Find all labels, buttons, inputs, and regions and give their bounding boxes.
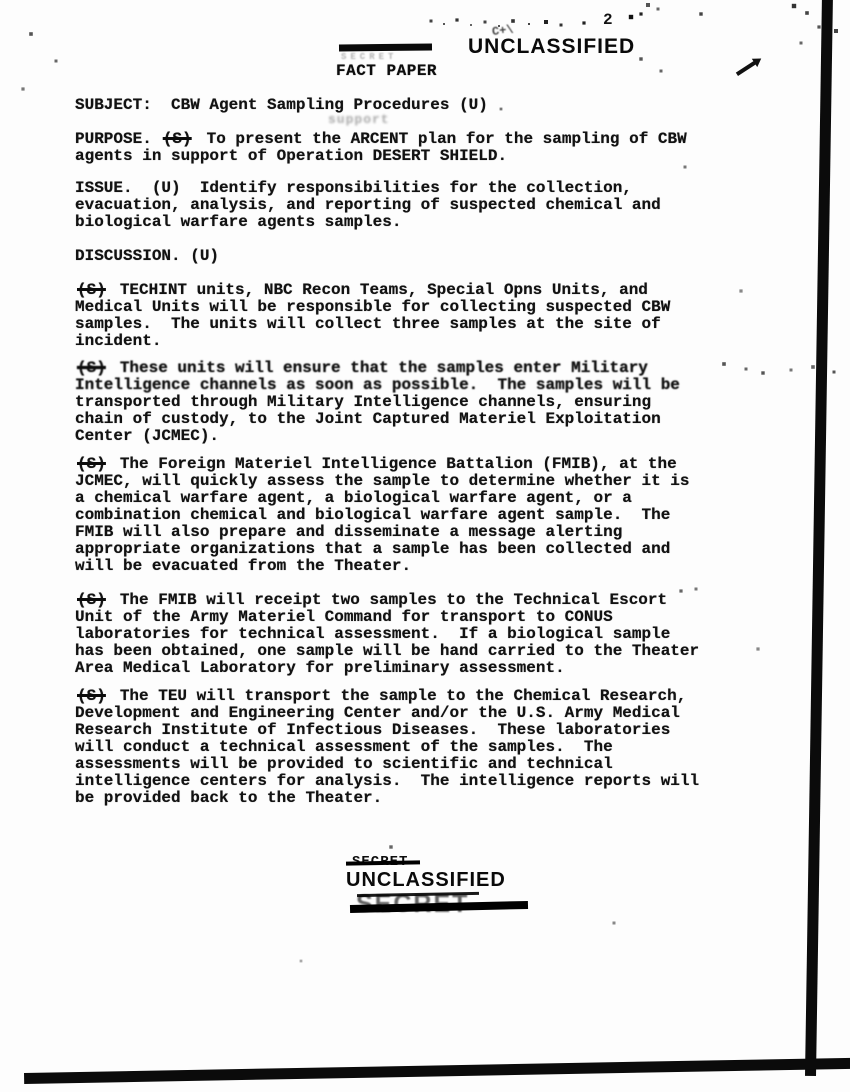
- struck-classification-marker: (S): [77, 359, 106, 377]
- issue-line: biological warfare agents samples.: [75, 213, 402, 231]
- para-line: a chemical warfare agent, a biological warfare agent, or a: [75, 489, 632, 507]
- pen-arrow-mark: [736, 61, 757, 76]
- para-line: [75, 688, 755, 705]
- scan-edge-bottom: [24, 1058, 850, 1084]
- para-line: will be evacuated from the Theater.: [75, 557, 412, 575]
- para-text: These units will ensure that the samples enter Military: [119, 359, 648, 377]
- para-line: incident.: [75, 332, 162, 350]
- struck-classification-marker: (S): [77, 591, 106, 609]
- para-line: Unit of the Army Materiel Command for transport to CONUS: [75, 608, 613, 626]
- para-line: Intelligence channels as soon as possible. The samples will be: [75, 376, 680, 394]
- stamp-ghost-mark: C+\: [491, 22, 515, 40]
- para-line: Area Medical Laboratory for preliminary assessment.: [75, 659, 565, 677]
- struck-classification-marker: (S): [162, 130, 192, 148]
- para-line: has been obtained, one sample will be hand carried to the Theater: [75, 642, 700, 660]
- issue-line: ISSUE. (U) Identify responsibilities for the collection,: [75, 179, 632, 197]
- para-text: The TEU will transport the sample to the Chemical Research,: [119, 687, 687, 705]
- para-line: samples. The units will collect three samples at the site of: [75, 315, 661, 333]
- para-line: assessments will be provided to scientific and technical: [75, 755, 613, 773]
- spacer: [75, 265, 755, 282]
- spacer: [75, 165, 755, 180]
- para-line: JCMEC, will quickly assess the sample to determine whether it is: [75, 472, 690, 490]
- subject-line: SUBJECT: CBW Agent Sampling Procedures (U): [75, 96, 488, 114]
- para-line: Development and Engineering Center and/or the U.S. Army Medical: [75, 704, 680, 722]
- para-line: be provided back to the Theater.: [75, 789, 383, 807]
- para-line: Research Institute of Infectious Diseases. These laboratories: [75, 721, 671, 739]
- struck-classification-marker: (S): [77, 455, 106, 473]
- strikethrough-bar: [346, 860, 420, 865]
- spacer: [75, 575, 755, 592]
- page-number: 2: [603, 11, 613, 29]
- struck-classification-marker: (S): [77, 687, 106, 705]
- unclassified-stamp-top: UNCLASSIFIED: [468, 35, 636, 58]
- purpose-line: agents in support of Operation DESERT SHIELD.: [75, 147, 508, 165]
- para-text: TECHINT units, NBC Recon Teams, Special Opns Units, and: [119, 281, 648, 299]
- discussion-heading: DISCUSSION. (U): [75, 247, 220, 265]
- para-line: [75, 360, 755, 377]
- para-text: The Foreign Materiel Intelligence Battalion (FMIB), at the: [119, 455, 677, 473]
- redacted-classification-ghost: SECRET: [341, 52, 398, 62]
- para-text: The FMIB will receipt two samples to the Technical Escort: [119, 591, 668, 609]
- spacer: [75, 231, 755, 248]
- purpose-line: [75, 131, 755, 148]
- para-line: appropriate organizations that a sample has been collected and: [75, 540, 671, 558]
- para-line: FMIB will also prepare and disseminate a message alerting: [75, 523, 623, 541]
- scan-noise-speckles: [0, 0, 2, 2]
- spacer: [75, 114, 755, 131]
- document-title: FACT PAPER: [336, 62, 438, 80]
- para-line: chain of custody, to the Joint Captured Materiel Exploitation: [75, 410, 661, 428]
- issue-line: evacuation, analysis, and reporting of suspected chemical and: [75, 196, 661, 214]
- para-line: combination chemical and biological warfare agent sample. The: [75, 506, 671, 524]
- redacted-classification-bar: [339, 44, 432, 52]
- para-line: laboratories for technical assessment. If a biological sample: [75, 625, 671, 643]
- purpose-text: To present the ARCENT plan for the sampling of CBW: [206, 130, 687, 148]
- document-body: [75, 97, 755, 807]
- para-line: [75, 592, 755, 609]
- para-line: Medical Units will be responsible for collecting suspected CBW: [75, 298, 671, 316]
- para-line: intelligence centers for analysis. The intelligence reports will: [75, 772, 700, 790]
- para-line: will conduct a technical assessment of the samples. The: [75, 738, 613, 756]
- scan-edge-right: [805, 0, 833, 1076]
- para-line: Center (JCMEC).: [75, 427, 220, 445]
- scan-ghost-text: support: [328, 112, 390, 127]
- para-line: [75, 282, 755, 299]
- para-line: [75, 456, 755, 473]
- purpose-label: PURPOSE.: [75, 130, 152, 148]
- unclassified-stamp-bottom: UNCLASSIFIED: [346, 869, 506, 891]
- struck-classification-marker: (S): [77, 281, 106, 299]
- para-line: transported through Military Intelligence channels, ensuring: [75, 393, 652, 411]
